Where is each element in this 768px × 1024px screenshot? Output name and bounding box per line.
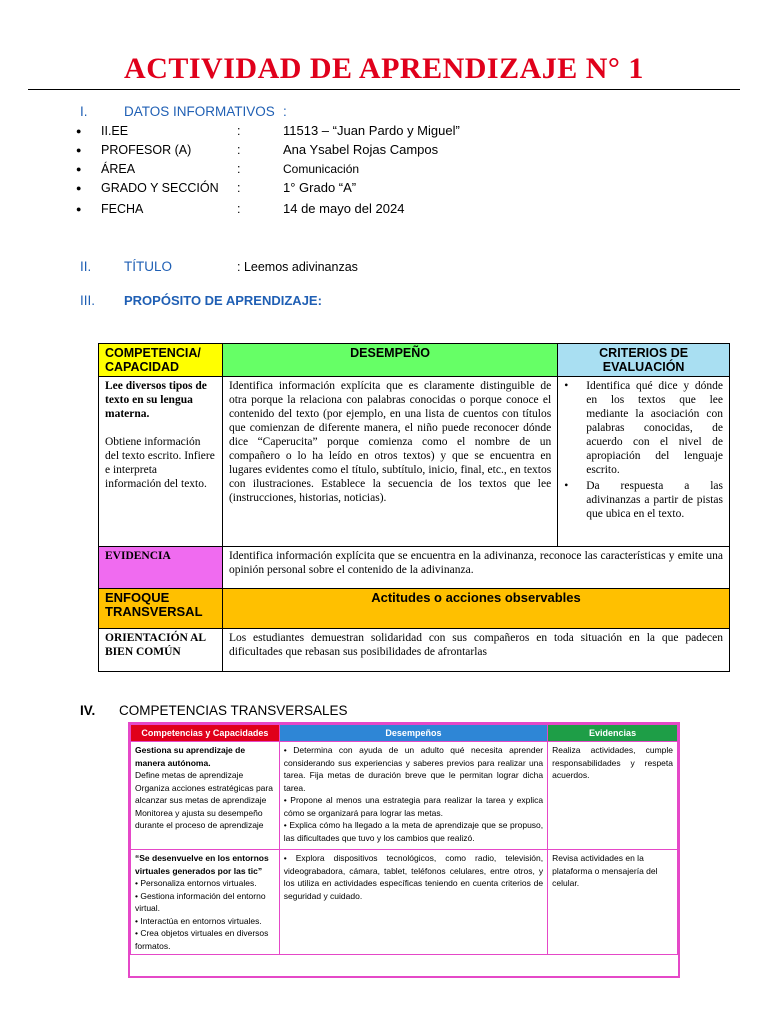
evidencia-cell: Revisa actividades en la plataforma o mensajería del celular. (548, 850, 678, 955)
bullet-icon: ● (76, 164, 82, 174)
desempeno-item: • Explica cómo ha llegado a la meta de aprendizaje que se propuso, las dificultades que tuvo y los cambios que realizó. (283, 820, 544, 843)
header-competencias: Competencias y Capacidades (131, 725, 280, 742)
orientacion-label: ORIENTACIÓN AL BIEN COMÚN (99, 629, 223, 672)
section-label: TÍTULO (124, 259, 173, 274)
criterio-item (564, 479, 723, 521)
cap-item: Organiza acciones estratégicas para alcanzar sus metas de aprendizaje (135, 782, 273, 805)
bullet-icon: • (564, 480, 569, 492)
bullet-icon: • (564, 380, 569, 392)
info-colon: : (237, 124, 241, 138)
info-row (0, 140, 768, 160)
table-row (131, 742, 678, 850)
cap-item: Monitorea y ajusta su desempeño durante el proceso de aprendizaje (135, 807, 264, 830)
info-value: 1° Grado “A” (283, 180, 357, 195)
info-key: II.EE (101, 124, 129, 138)
desempeno-cell: Identifica información explícita que es claramente distinguible de otra porque la relaciona con palabras conocidas o porque conoce el contenido del texto (por ejemplo, en una lista de cuentos con títulos que comienzan de diferente manera, el niño puede reconocer dónde dice “Caperucita” porque comienza como el nombre de un compañero o lo ha leído en otros textos) y que se encuentra en lugares evidentes como el título, subtítulo, inicio, final, etc., en textos con ilustraciones. Establece la secuencia de los textos que lee (instrucciones, historias, noticias). (222, 377, 557, 547)
section-label: DATOS INFORMATIVOS (124, 104, 275, 119)
competencias-table-frame (128, 722, 680, 978)
section-datos (80, 104, 680, 122)
enfoque-label: ENFOQUE TRANSVERSAL (99, 589, 223, 629)
section-label: COMPETENCIAS TRANSVERSALES (119, 703, 348, 718)
section-titulo (80, 259, 680, 277)
info-row (0, 121, 768, 141)
section-number: IV. (80, 703, 96, 718)
info-colon: : (237, 143, 241, 157)
actitudes-label: Actitudes o acciones observables (222, 589, 729, 629)
evidencia-cell: Realiza actividades, cumple responsabilidades y respeta acuerdos. (548, 742, 678, 850)
page-title: ACTIVIDAD DE APRENDIZAJE N° 1 (124, 52, 644, 85)
competencia-caps: Obtiene información del texto escrito. Infiere e interpreta información del texto. (105, 436, 215, 490)
table-row (99, 547, 730, 589)
section-label: PROPÓSITO DE APRENDIZAJE: (124, 293, 322, 308)
title-divider (28, 89, 740, 90)
section-proposito (80, 293, 680, 311)
bullet-icon: ● (76, 204, 82, 214)
desempeno-item: • Propone al menos una estrategia para realizar la tarea y explica cómo se organizará para lograr las metas. (283, 795, 544, 818)
evidencia-label: EVIDENCIA (99, 547, 223, 589)
section-number: I. (80, 104, 88, 119)
table-row (99, 629, 730, 672)
info-colon: : (237, 202, 241, 216)
competencia-cell (131, 850, 280, 955)
info-value: Comunicación (283, 162, 360, 176)
table-row (131, 850, 678, 955)
header-desempeno: DESEMPEÑO (222, 344, 557, 377)
info-value: 14 de mayo del 2024 (283, 201, 405, 216)
orientacion-text: Los estudiantes demuestran solidaridad con sus compañeros en toda situación en la que padecen dificultades que rebasan sus posibilidades de afrontarlas (222, 629, 729, 672)
info-row (0, 178, 768, 198)
section-number: III. (80, 293, 96, 308)
competencia-title: “Se desenvuelve en los entornos virtuales generados por las tic” (135, 853, 269, 876)
cap-item: • Gestiona información del entorno virtual. (135, 890, 266, 913)
table-header-row (99, 344, 730, 377)
competencias-table (130, 724, 678, 955)
competencia-cell (131, 742, 280, 850)
cap-item: Define metas de aprendizaje (135, 770, 244, 780)
info-colon: : (237, 181, 241, 195)
competencia-title: Gestiona su aprendizaje de manera autónoma. (135, 745, 246, 768)
criterio-text: Identifica qué dice y dónde en los textos que lee mediante la asociación con palabras conocidas, de acuerdo con el nivel de apropiación del lenguaje escrito. (586, 380, 723, 476)
info-key: ÁREA (101, 162, 136, 176)
section-competencias-transversales (80, 703, 680, 721)
info-colon: : (237, 162, 241, 176)
info-key: GRADO Y SECCIÓN (101, 181, 219, 195)
info-value: Ana Ysabel Rojas Campos (283, 142, 439, 157)
header-desempenos: Desempeños (279, 725, 547, 742)
info-key: FECHA (101, 202, 144, 216)
info-value: 11513 – “Juan Pardo y Miguel” (283, 123, 460, 138)
desempeno-cell (279, 742, 547, 850)
table-row (99, 377, 730, 547)
section-colon: : (283, 104, 287, 119)
info-row (0, 159, 768, 179)
proposito-table (98, 343, 730, 672)
cap-item: • Personaliza entornos virtuales. (135, 878, 257, 888)
competencia-cell (99, 377, 223, 547)
criterio-text: Da respuesta a las adivinanzas a partir de pistas que ubica en el texto. (586, 480, 723, 520)
cap-item: • Crea objetos virtuales en diversos formatos. (135, 928, 269, 951)
competencia-title: Lee diversos tipos de texto en su lengua materna. (105, 380, 207, 420)
info-row (0, 199, 768, 219)
desempeno-item: • Determina con ayuda de un adulto qué necesita aprender considerando sus experiencias y saberes previos para realizar una tarea. Fija metas de duración breve que le permitan lograr dicha tarea. (283, 745, 544, 793)
section-number: II. (80, 259, 92, 274)
bullet-icon: ● (76, 126, 82, 136)
bullet-icon: ● (76, 145, 82, 155)
desempeno-cell: • Explora dispositivos tecnológicos, como radio, televisión, videograbadora, cámara, tablet, teléfonos celulares, entre otros, y los utiliza en actividades específicas teniendo en cuenta criterios de seguridad y cuidado. (279, 850, 547, 955)
criterio-item (564, 379, 723, 477)
cap-item: • Interactúa en entornos virtuales. (135, 915, 262, 926)
evidencia-text: Identifica información explícita que se encuentra en la adivinanza, reconoce las características y emite una opinión personal sobre el contenido de la adivinanza. (222, 547, 729, 589)
table-header-row (131, 725, 678, 742)
header-criterios: CRITERIOS DE EVALUACIÓN (558, 344, 730, 377)
header-competencia: COMPETENCIA/ CAPACIDAD (99, 344, 223, 377)
criterios-cell (558, 377, 730, 547)
header-evidencias: Evidencias (548, 725, 678, 742)
bullet-icon: ● (76, 183, 82, 193)
info-key: PROFESOR (A) (101, 143, 192, 157)
titulo-value: : Leemos adivinanzas (237, 260, 358, 274)
table-row (99, 589, 730, 629)
